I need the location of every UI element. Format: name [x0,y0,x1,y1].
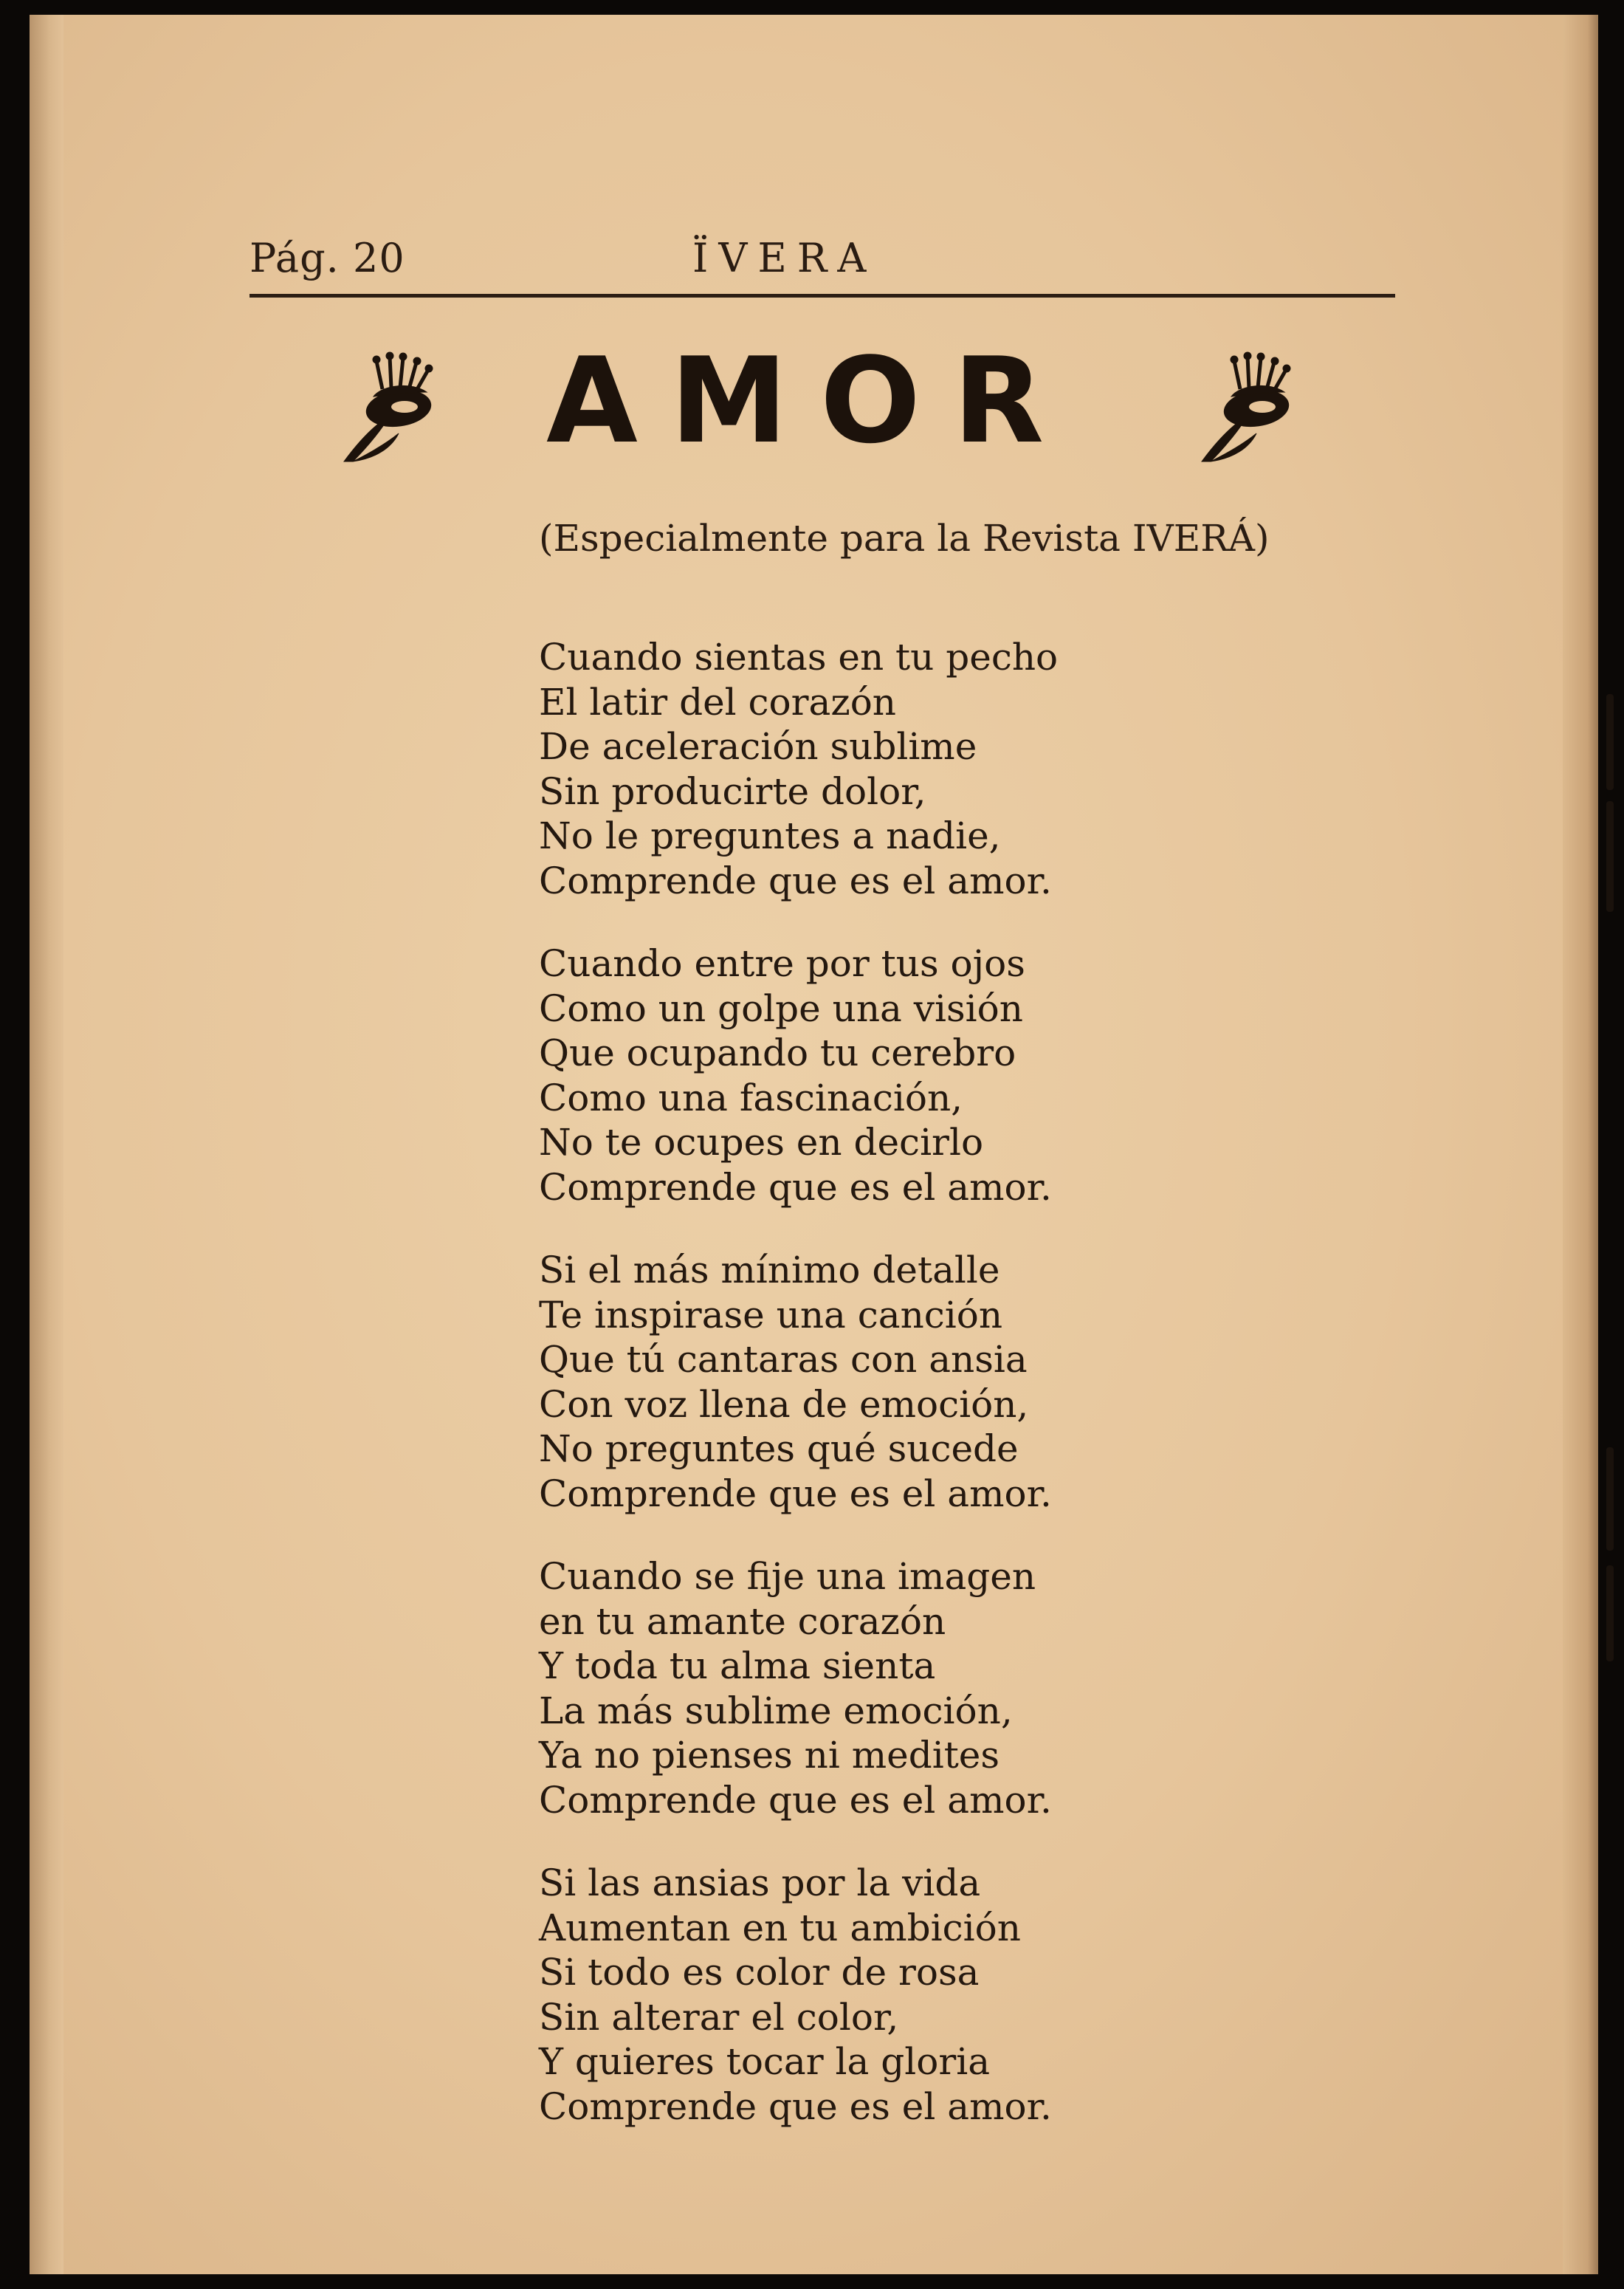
verse-line: Y toda tu alma sienta [539,1644,936,1687]
verse-line: Ya no pienses ni medites [539,1734,1000,1777]
page-edge-shadow [1563,15,1598,2274]
verse-line: Te inspirase una canción [539,1293,1003,1336]
verse-line: Sin alterar el color, [539,1995,899,2039]
verse-line: No te ocupes en decirlo [539,1121,984,1164]
page-number: Pág. 20 [250,235,405,281]
verse-line: Con voz llena de emoción, [539,1382,1029,1426]
stanza [539,1248,1277,1516]
verse-line: Y quieres tocar la gloria [539,2040,991,2083]
binding-clip [1606,694,1614,790]
header-rule [250,294,1395,298]
flower-ornament-icon [1188,351,1299,469]
verse-line: Si todo es color de rosa [539,1951,980,1994]
verse-line: Como un golpe una visión [539,986,1023,1030]
verse-line: Sin producirte dolor, [539,769,926,813]
verse-line: De aceleración sublime [539,725,977,768]
page-spine-shadow [30,15,63,2274]
verse-line: No preguntes qué sucede [539,1427,1019,1470]
verse-line: No le preguntes a nadie, [539,814,1001,857]
stanza [539,635,1277,903]
poem-body [539,635,1277,2167]
verse-line: La más sublime emoción, [539,1689,1013,1732]
verse-line: Aumentan en tu ambición [539,1906,1021,1949]
poem-dedication: (Especialmente para la Revista IVERÁ) [539,517,1270,560]
flower-ornament-icon [331,351,441,469]
binding-clip [1606,801,1614,912]
verse-line: Cuando entre por tus ojos [539,942,1025,985]
page-header [250,229,1395,300]
stanza [539,1554,1277,1822]
verse-line: Comprende que es el amor. [539,1165,1052,1209]
binding-clip [1606,1447,1614,1551]
stanza [539,941,1277,1209]
verse-line: en tu amante corazón [539,1599,946,1643]
verse-line: Cuando sientas en tu pecho [539,636,1059,679]
verse-line: Si las ansias por la vida [539,1861,981,1904]
stanza [539,1861,1277,2129]
verse-line: Comprende que es el amor. [539,859,1052,902]
verse-line: Comprende que es el amor. [539,1778,1052,1822]
verse-line: Comprende que es el amor. [539,2084,1052,2128]
poem-title: AMOR [546,332,1077,470]
book-page [30,15,1598,2274]
running-title: ÏVERA [692,235,877,281]
binding-clip [1606,1565,1614,1661]
verse-line: Como una fascinación, [539,1076,963,1119]
verse-line: Que ocupando tu cerebro [539,1032,1016,1074]
verse-line: Si el más mínimo detalle [539,1249,1000,1291]
verse-line: El latir del corazón [539,680,897,724]
verse-line: Cuando se fije una imagen [539,1555,1036,1598]
verse-line: Que tú cantaras con ansia [539,1338,1028,1381]
verse-line: Comprende que es el amor. [539,1472,1052,1515]
